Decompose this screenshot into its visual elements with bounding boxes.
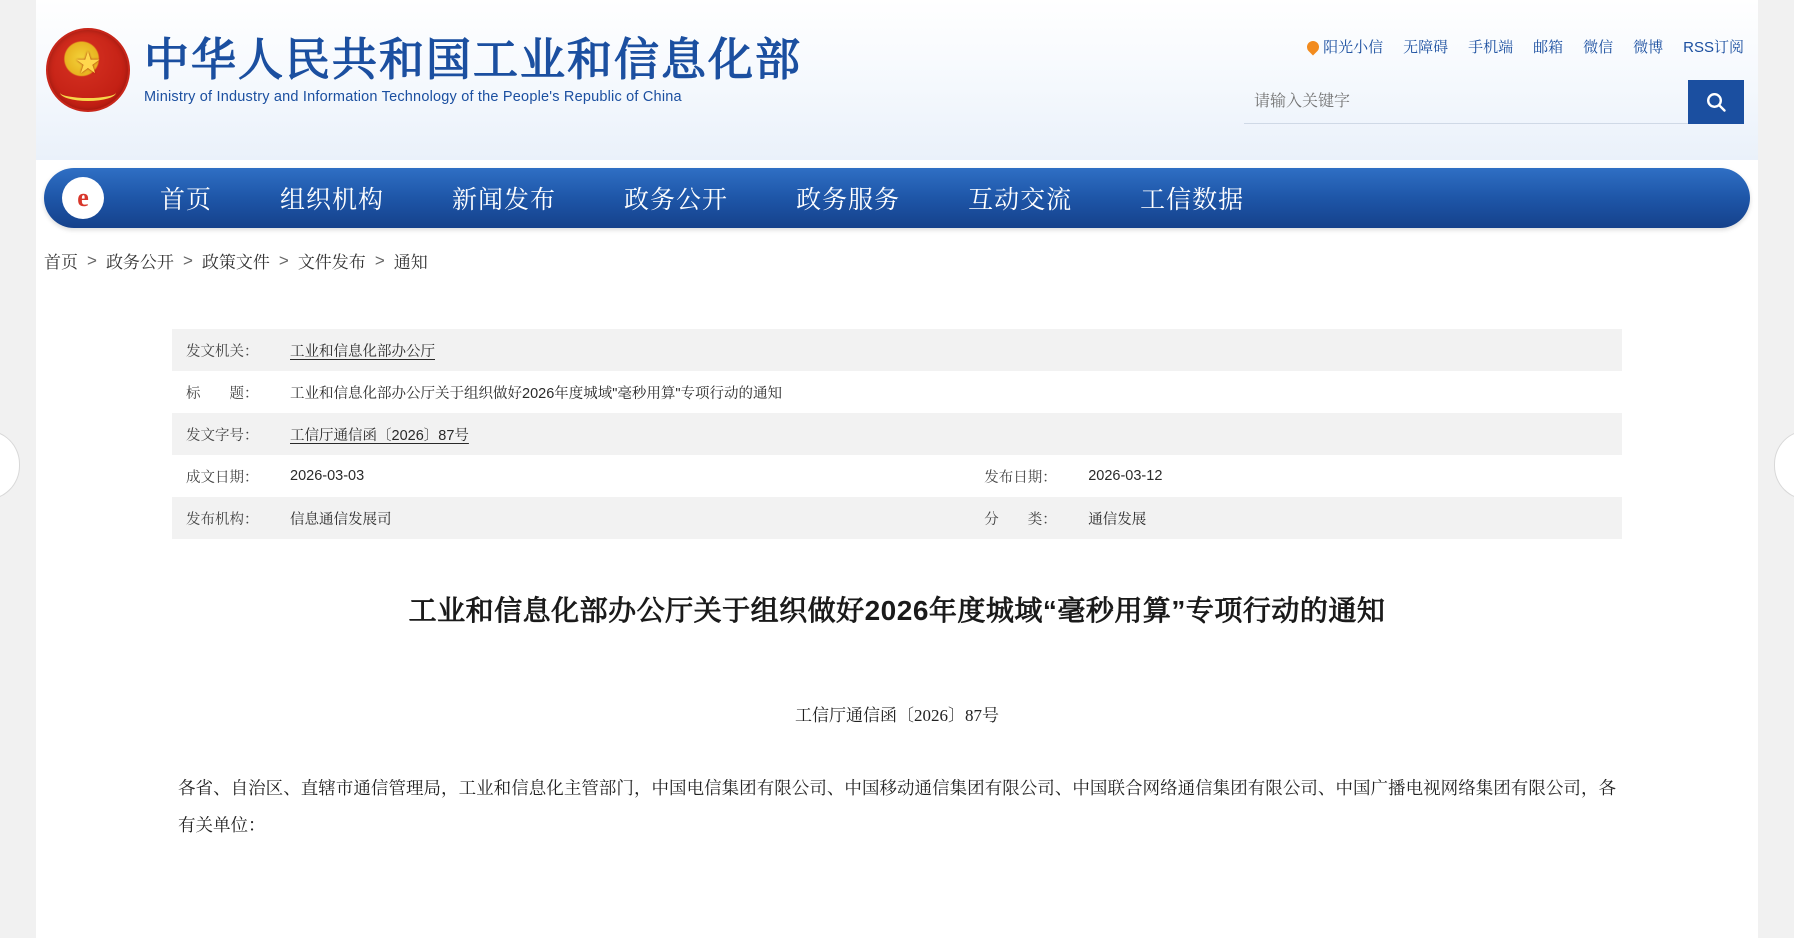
breadcrumb bbox=[44, 248, 1758, 273]
document-body-paragraph: 各省、自治区、直辖市通信管理局，工业和信息化主管部门，中国电信集团有限公司、中国移动通信集团有限公司、中国联合网络通信集团有限公司、中国广播电视网络集团有限公司，各有关单位： bbox=[178, 778, 1616, 835]
top-link-rss[interactable]: RSS订阅 bbox=[1683, 39, 1744, 56]
top-link-wechat[interactable]: 微信 bbox=[1583, 39, 1614, 56]
document-title: 工业和信息化部办公厅关于组织做好2026年度城域“毫秒用算”专项行动的通知 bbox=[408, 595, 1386, 626]
meta-label-written-date: 成文日期： bbox=[186, 469, 259, 486]
national-emblem-icon bbox=[46, 28, 130, 112]
site-header bbox=[36, 0, 1758, 160]
nav-item-news[interactable]: 新闻发布 bbox=[452, 186, 557, 214]
table-row bbox=[172, 329, 1622, 371]
breadcrumb-item-notice[interactable]: 通知 bbox=[393, 253, 428, 272]
meta-value-written-date: 2026-03-03 bbox=[290, 468, 365, 484]
nav-item-organization[interactable]: 组织机构 bbox=[280, 186, 385, 214]
page-curl-right-icon bbox=[1774, 430, 1794, 500]
main-nav bbox=[44, 168, 1750, 228]
top-link-mobile[interactable]: 手机端 bbox=[1468, 39, 1514, 56]
brand-text bbox=[144, 35, 802, 104]
nav-item-services[interactable]: 政务服务 bbox=[796, 186, 901, 214]
meta-value-issuing-authority[interactable]: 工业和信息化部办公厅 bbox=[290, 343, 435, 360]
nav-logo-icon[interactable]: e bbox=[62, 177, 104, 219]
table-row bbox=[172, 371, 1622, 413]
top-links bbox=[1307, 36, 1744, 57]
nav-item-interaction[interactable]: 互动交流 bbox=[968, 186, 1073, 214]
meta-label-document-number: 发文字号： bbox=[186, 427, 259, 444]
brand-title-cn: 中华人民共和国工业和信息化部 bbox=[144, 34, 803, 86]
meta-value-category: 通信发展 bbox=[1088, 511, 1147, 528]
meta-label-publishing-body: 发布机构： bbox=[186, 511, 259, 528]
breadcrumb-separator: > bbox=[374, 250, 385, 270]
breadcrumb-item-home[interactable]: 首页 bbox=[44, 253, 78, 272]
top-link-mail[interactable]: 邮箱 bbox=[1533, 39, 1564, 56]
table-row bbox=[172, 497, 1622, 539]
top-link-weibo[interactable]: 微博 bbox=[1633, 39, 1664, 56]
breadcrumb-item-government-affairs[interactable]: 政务公开 bbox=[105, 253, 174, 272]
search-bar bbox=[1244, 80, 1744, 124]
search-icon bbox=[1704, 90, 1728, 114]
breadcrumb-item-document-release[interactable]: 文件发布 bbox=[297, 253, 366, 272]
table-row bbox=[172, 413, 1622, 455]
top-link-sunshine[interactable] bbox=[1307, 36, 1383, 57]
sun-dot-icon bbox=[1305, 38, 1322, 55]
page-gutter-left bbox=[0, 0, 36, 938]
top-link-accessibility[interactable]: 无障碍 bbox=[1403, 39, 1449, 56]
page-gutter-right bbox=[1758, 0, 1794, 938]
search-input[interactable] bbox=[1244, 80, 1688, 124]
meta-value-document-number[interactable]: 工信厅通信函〔2026〕87号 bbox=[290, 427, 469, 444]
meta-label-publish-date: 发布日期： bbox=[984, 469, 1057, 486]
breadcrumb-item-policy-documents[interactable]: 政策文件 bbox=[201, 253, 270, 272]
breadcrumb-separator: > bbox=[278, 250, 289, 270]
top-link-label: 阳光小信 bbox=[1323, 39, 1384, 56]
search-button[interactable] bbox=[1688, 80, 1744, 124]
site-brand[interactable] bbox=[46, 28, 802, 112]
page-curl-left-icon bbox=[0, 430, 20, 500]
meta-value-title: 工业和信息化部办公厅关于组织做好2026年度城域"毫秒用算"专项行动的通知 bbox=[290, 385, 783, 402]
meta-label-category: 分 类： bbox=[984, 511, 1057, 528]
document-meta-table bbox=[172, 329, 1622, 539]
document-number: 工信厅通信函〔2026〕87号 bbox=[795, 706, 999, 725]
nav-item-data[interactable]: 工信数据 bbox=[1140, 186, 1245, 214]
page-content bbox=[36, 0, 1758, 938]
brand-title-en: Ministry of Industry and Information Technology of the People's Republic of China bbox=[144, 88, 682, 105]
breadcrumb-separator: > bbox=[182, 250, 193, 270]
breadcrumb-separator: > bbox=[87, 250, 97, 270]
meta-value-publish-date: 2026-03-12 bbox=[1088, 468, 1163, 484]
meta-label-title: 标 题： bbox=[186, 385, 259, 402]
nav-item-home[interactable]: 首页 bbox=[160, 186, 213, 214]
table-row bbox=[172, 455, 1622, 497]
nav-item-government-affairs[interactable]: 政务公开 bbox=[624, 186, 729, 214]
meta-label-issuing-authority: 发文机关： bbox=[186, 343, 259, 360]
meta-value-publishing-body: 信息通信发展司 bbox=[290, 511, 392, 528]
document-container bbox=[172, 329, 1622, 844]
